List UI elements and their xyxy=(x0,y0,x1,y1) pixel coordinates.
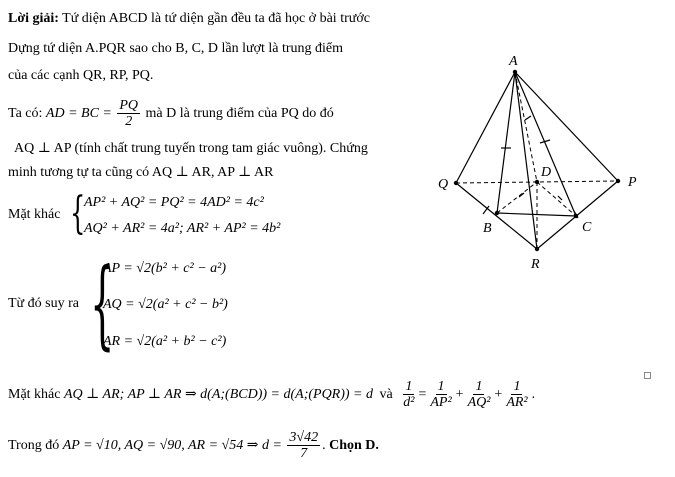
label-P: P xyxy=(628,175,637,190)
tick-AC xyxy=(540,140,550,143)
fraction-1-over-ar2 xyxy=(504,379,529,410)
label-D: D xyxy=(541,165,552,180)
fraction-final-d xyxy=(287,430,320,461)
fraction-numerator: 1 xyxy=(513,379,521,395)
line-10: Trong đó AP = √10, AQ = √90, AR = √54 ⇒ d = $\frac{3√42}{7}$ . Chọn D. xyxy=(8,430,379,462)
tick-BD xyxy=(519,193,524,197)
line-10-eq: AP = √10, AQ = √90, AR = √54 ⇒ d = xyxy=(62,438,282,453)
tick-QR xyxy=(483,206,489,214)
line-8-label: Từ đó suy ra xyxy=(8,296,79,311)
line-4-eq: AD = BC = xyxy=(45,106,112,121)
fraction-1-over-d2 xyxy=(401,379,416,410)
system1-row-2: AQ² + AR² = 4a²; AR² + AP² = 4b² xyxy=(84,221,281,236)
point-A xyxy=(513,70,517,74)
system-brace-1: { xyxy=(70,188,86,239)
anchor-square-icon xyxy=(644,372,651,379)
system2-row-2: AQ = √2(a² + c² − b²) xyxy=(103,297,228,312)
edge-AR xyxy=(515,72,537,249)
line-4 xyxy=(8,97,334,131)
edge-QP-dashed xyxy=(456,181,618,183)
edge-BC xyxy=(497,213,576,216)
edge-AB xyxy=(497,72,515,213)
line-9-eq: AQ ⊥ AR; AP ⊥ AR ⇒ d(A;(BCD)) = d(A;(PQR)) = d xyxy=(63,387,374,402)
tick-AD xyxy=(525,116,531,120)
line-4-prefix: Ta có: xyxy=(8,106,43,121)
fraction-denominator: AQ² xyxy=(467,395,491,411)
fraction-numerator: 1 xyxy=(475,379,483,395)
edge-QR xyxy=(456,183,537,249)
edge-BD-dashed xyxy=(497,182,537,213)
line-9-label: Mặt khác xyxy=(8,387,61,402)
line-1-text: Tứ diện ABCD là tứ diện gần đều ta đã học ở bài trước xyxy=(62,11,370,26)
line-5: AQ ⊥ AP (tính chất trung tuyến trong tam giác vuông). Chứng xyxy=(14,141,368,156)
fraction-1-over-aq2 xyxy=(466,379,493,410)
fraction-denominator: 2 xyxy=(125,114,133,130)
line-10-label: Trong đó xyxy=(8,438,60,453)
system-brace-2: { xyxy=(90,248,115,360)
system2-row-3: AR = √2(a² + b² − c²) xyxy=(103,334,227,349)
edge-AQ xyxy=(456,72,515,183)
point-C xyxy=(574,214,578,218)
point-B xyxy=(495,211,499,215)
fraction-numerator: PQ xyxy=(119,98,139,114)
line-9: Mặt khác AQ ⊥ AR; AP ⊥ AR ⇒ d(A;(BCD)) = d(A;(PQR)) = d và $\frac{1}{\text{d²}}$ = $\frac{1}{\text{AP²}}$ + $\frac{1}{\text{AQ²}}$ + $\frac{1}{\text{AR²}}$ . xyxy=(8,379,536,411)
line-9-and: và xyxy=(379,387,393,402)
answer-choice: Chọn D. xyxy=(329,438,379,453)
label-A: A xyxy=(509,54,518,69)
line-7-label: Mặt khác xyxy=(8,207,61,222)
system1-row-1: AP² + AQ² = PQ² = 4AD² = 4c² xyxy=(84,195,264,210)
line-1 xyxy=(8,10,370,28)
fraction-numerator: 3√42 xyxy=(289,430,319,446)
edge-AP xyxy=(515,72,618,181)
fraction-denominator: AR² xyxy=(506,395,528,411)
fraction-denominator: AP² xyxy=(430,395,452,411)
solution-heading: Lời giải: xyxy=(8,11,59,26)
point-Q xyxy=(454,181,458,185)
line-3: của các cạnh QR, RP, PQ. xyxy=(8,68,154,83)
line-6: minh tương tự ta cũng có AQ ⊥ AR, AP ⊥ AR xyxy=(8,165,274,180)
label-R: R xyxy=(531,257,540,272)
label-B: B xyxy=(483,221,492,236)
line-2: Dựng tứ diện A.PQR sao cho B, C, D lần lượt là trung điểm xyxy=(8,41,344,56)
edge-DC-dashed xyxy=(537,182,576,216)
label-C: C xyxy=(582,220,592,235)
fraction-denominator: d² xyxy=(403,395,415,411)
line-4-suffix: mà D là trung điểm của PQ do đó xyxy=(145,106,334,121)
point-D xyxy=(535,180,539,184)
fraction-denominator: 7 xyxy=(300,446,308,462)
label-Q: Q xyxy=(438,177,449,192)
edge-AD-dashed xyxy=(515,72,537,182)
fraction-numerator: 1 xyxy=(405,379,413,395)
point-R xyxy=(535,247,539,251)
line-4-fraction xyxy=(117,98,140,129)
point-P xyxy=(616,179,620,183)
fraction-numerator: 1 xyxy=(437,379,445,395)
system2-row-1: AP = √2(b² + c² − a²) xyxy=(103,261,227,276)
edge-PR xyxy=(537,181,618,249)
tick-DC xyxy=(558,196,562,200)
fraction-1-over-ap2 xyxy=(428,379,453,410)
tick-PR xyxy=(574,211,578,218)
edge-AC xyxy=(515,72,576,216)
